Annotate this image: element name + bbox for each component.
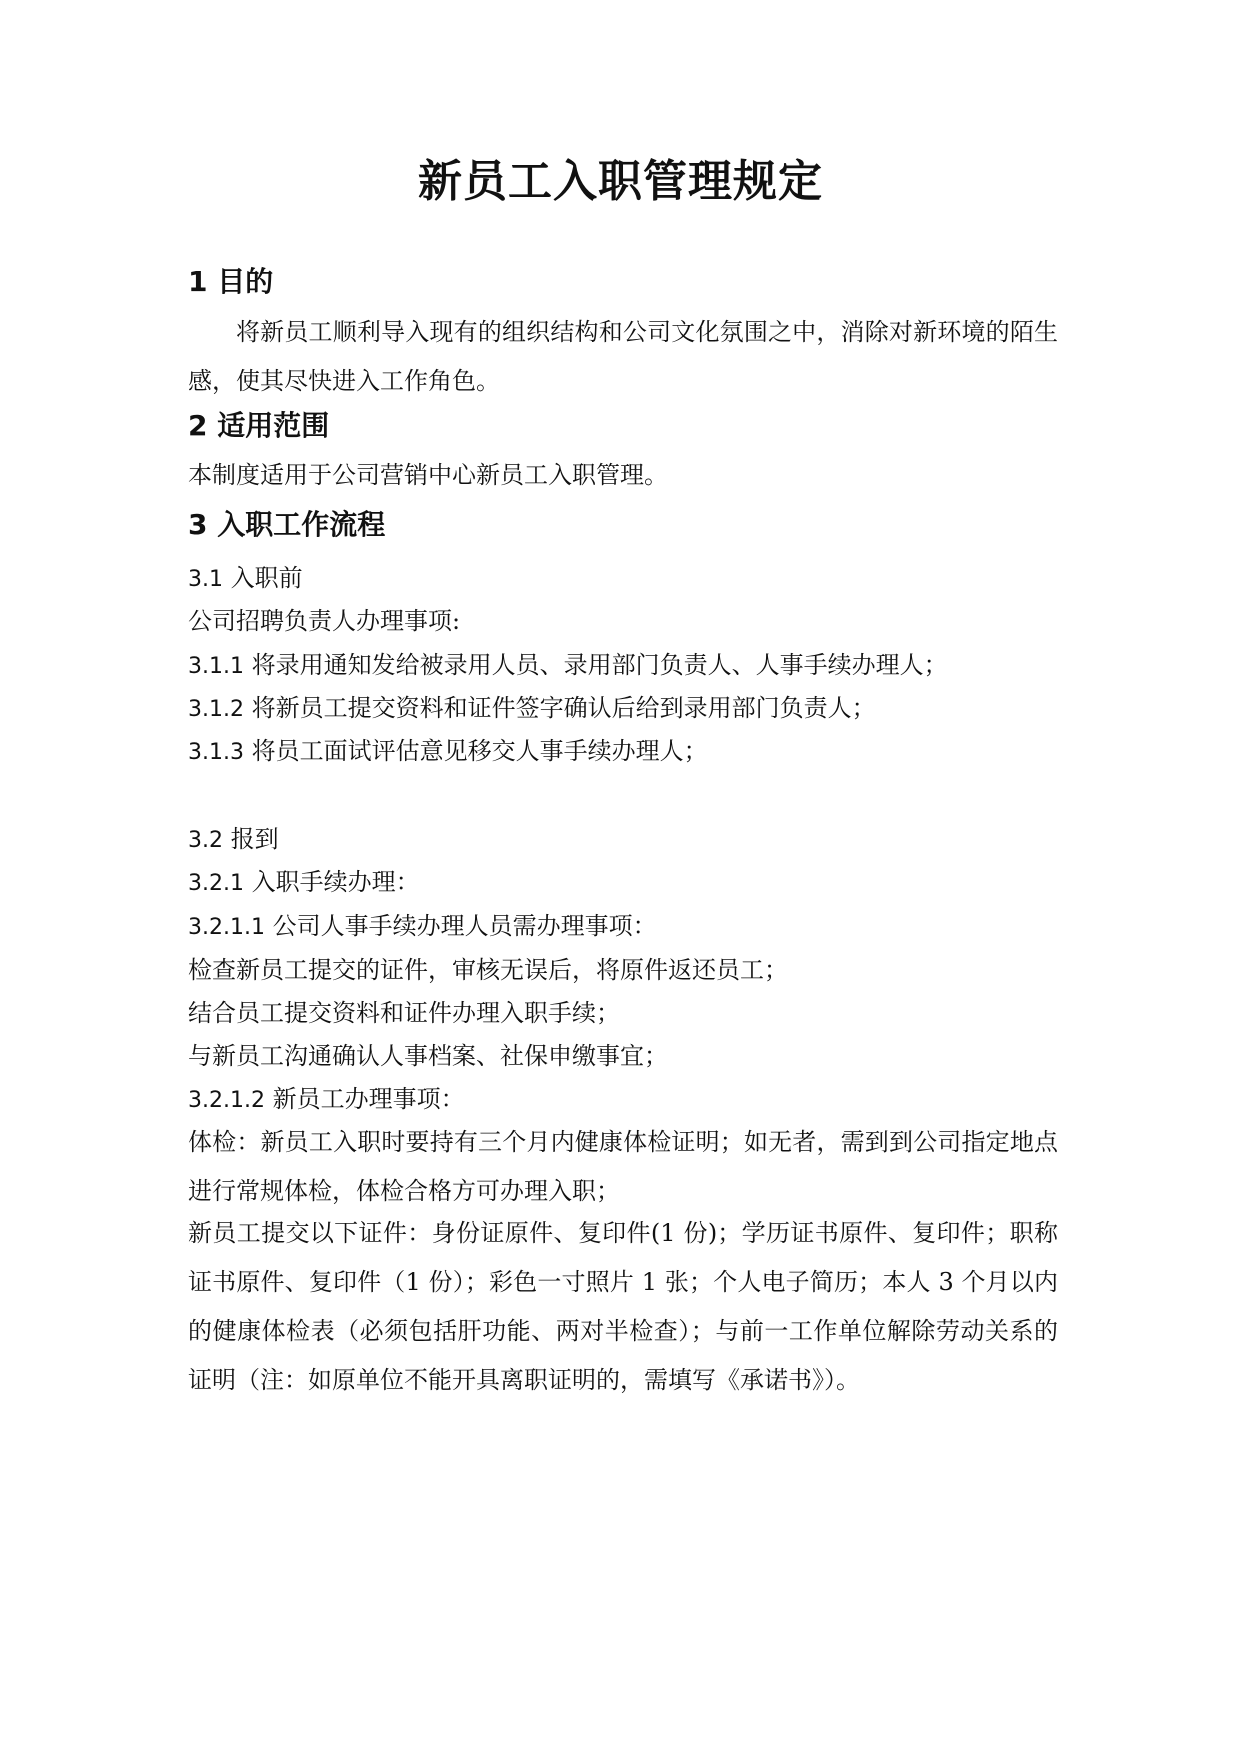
section-title: 入职手续办理： xyxy=(251,868,420,896)
list-item xyxy=(188,645,948,687)
section-title: 入职前 xyxy=(230,564,303,592)
list-item: 与新员工沟通确认人事档案、社保申缴事宜； xyxy=(188,1042,668,1070)
item-text: 将新员工提交资料和证件签字确认后给到录用部门负责人； xyxy=(251,694,876,722)
health-check-paragraph: 体检：新员工入职时要持有三个月内健康体检证明；如无者，需到到公司指定地点进行常规体检，体检合格方可办理入职； xyxy=(188,1128,1058,1205)
item-text: 将员工面试评估意见移交人事手续办理人； xyxy=(251,737,708,765)
section-3-heading: 3 入职工作流程 xyxy=(188,508,386,541)
section-number: 3.2 xyxy=(188,828,223,853)
page-title: 新员工入职管理规定 xyxy=(418,156,823,207)
list-item: 结合员工提交资料和证件办理入职手续； xyxy=(188,999,620,1027)
list-item xyxy=(188,731,708,773)
section-number: 3.2.1.1 xyxy=(188,915,265,940)
section-1-body: 将新员工顺利导入现有的组织结构和公司文化氛围之中，消除对新环境的陌生感，使其尽快进入工作角色。 xyxy=(188,318,1058,395)
section-3-1-heading xyxy=(188,558,303,600)
item-number: 3.1.2 xyxy=(188,697,244,722)
section-3-2-1-1-heading xyxy=(188,906,657,948)
section-title: 公司人事手续办理人员需办理事项： xyxy=(272,912,657,940)
section-2-body: 本制度适用于公司营销中心新员工入职管理。 xyxy=(188,461,668,489)
section-number: 3.2.1.2 xyxy=(188,1088,265,1113)
section-title: 新员工办理事项： xyxy=(272,1085,465,1113)
section-3-2-1-heading xyxy=(188,862,420,904)
list-item: 检查新员工提交的证件，审核无误后，将原件返还员工； xyxy=(188,956,788,984)
section-1-heading: 1 目的 xyxy=(188,265,274,298)
list-item xyxy=(188,688,876,730)
section-3-2-1-2-heading xyxy=(188,1079,465,1121)
item-number: 3.1.1 xyxy=(188,654,244,679)
section-2-heading: 2 适用范围 xyxy=(188,409,330,442)
section-title: 报到 xyxy=(230,825,279,853)
required-documents-paragraph: 新员工提交以下证件：身份证原件、复印件(1 份)；学历证书原件、复印件；职称证书原件、复印件（1 份）；彩色一寸照片 1 张；个人电子简历；本人 3 个月以内的健康体检表（必须包括肝功能、两对半检查）；与前一工作单位解除劳动关系的证明（注：如原单位不能开具离职证明的，需填写《承诺书》）。 xyxy=(188,1219,1058,1394)
section-3-2-heading xyxy=(188,819,279,861)
section-number: 3.1 xyxy=(188,567,223,592)
section-3-1-intro: 公司招聘负责人办理事项: xyxy=(188,607,461,635)
section-number: 3.2.1 xyxy=(188,871,244,896)
item-text: 将录用通知发给被录用人员、录用部门负责人、人事手续办理人； xyxy=(251,651,948,679)
item-number: 3.1.3 xyxy=(188,740,244,765)
